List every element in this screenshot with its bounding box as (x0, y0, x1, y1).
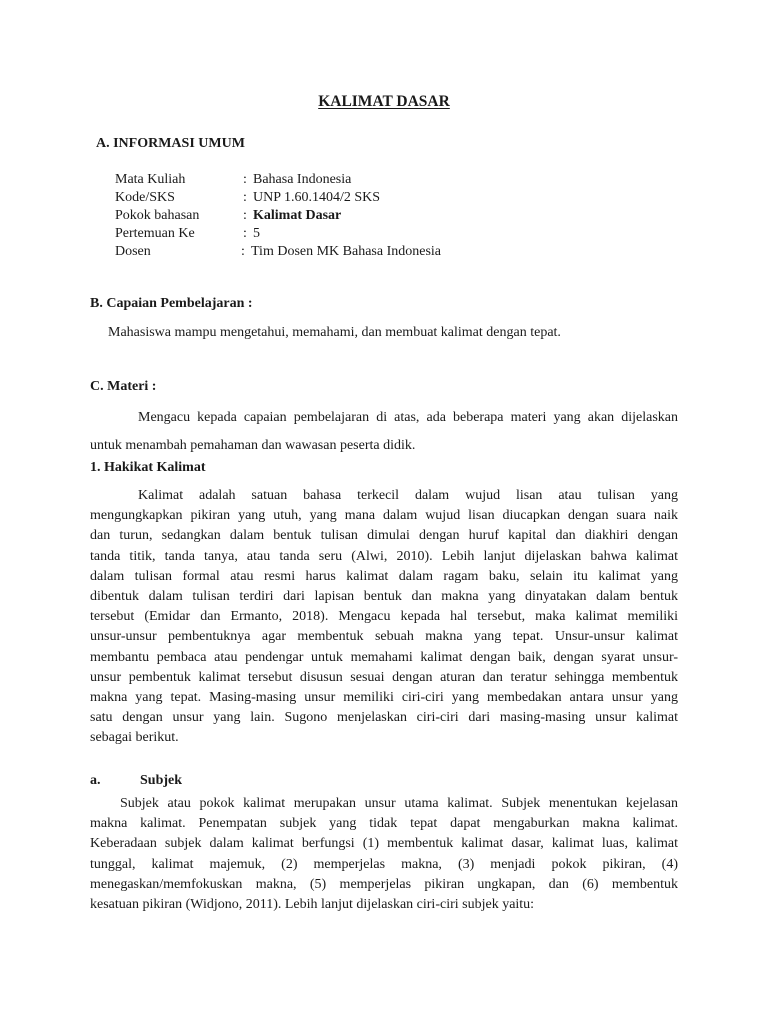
paragraph-line: satu dengan unsur yang lain. Sugono menjelaskan ciri-ciri dari masing-masing unsur kalimat (90, 710, 678, 726)
info-value: Bahasa Indonesia (253, 172, 352, 187)
info-label: Pertemuan Ke (115, 226, 195, 241)
info-value: UNP 1.60.1404/2 SKS (253, 190, 381, 205)
info-separator: : (243, 226, 247, 241)
paragraph-line: untuk menambah pemahaman dan wawasan peserta didik. (90, 438, 416, 453)
info-value: Tim Dosen MK Bahasa Indonesia (251, 244, 442, 259)
paragraph-line: kesatuan pikiran (Widjono, 2011). Lebih lanjut dijelaskan ciri-ciri subjek yaitu: (90, 897, 535, 913)
paragraph-line: tersebut (Emidar dan Ermanto, 2018). Mengacu kepada hal tersebut, maka kalimat memiliki (90, 609, 678, 625)
paragraph-line: tanda titik, tanda tanya, atau tanda seru (Alwi, 2010). Lebih lanjut dijelaskan bahwa kalimat (90, 548, 678, 564)
info-value: Kalimat Dasar (253, 208, 342, 223)
paragraph-line: mengungkapkan pikiran yang utuh, yang mana dalam wujud lisan diucapkan dengan suara naik (90, 508, 678, 524)
subsection-a-marker: a. (90, 773, 101, 788)
info-label: Dosen (115, 244, 151, 259)
paragraph-line: unsur-unsur pembentuknya agar membentuk sebuah makna yang tepat. Unsur-unsur kalimat (90, 629, 678, 645)
info-separator: : (241, 244, 245, 259)
paragraph-line: makna kalimat. Penempatan subjek yang tidak tepat dapat mengaburkan makna kalimat. (90, 816, 678, 832)
info-label: Mata Kuliah (115, 172, 186, 187)
info-value: 5 (253, 226, 260, 241)
subsection-a-heading: Subjek (140, 773, 183, 788)
subsection-1-heading: 1. Hakikat Kalimat (90, 460, 206, 475)
paragraph-line: dalam tulisan formal atau resmi harus kalimat dalam ragam baku, selain itu kalimat yang (90, 568, 678, 584)
paragraph-line: sebagai berikut. (90, 730, 179, 746)
info-separator: : (243, 208, 247, 223)
paragraph-line: dan turun, sedangkan dalam bentuk tulisan dimulai dengan huruf kapital dan diakhiri dengan (90, 528, 678, 544)
paragraph-line: Mengacu kepada capaian pembelajaran di atas, ada beberapa materi yang akan dijelaskan (138, 410, 678, 425)
document-title: KALIMAT DASAR (318, 93, 450, 110)
paragraph-line: Keberadaan subjek dalam kalimat berfungsi (1) membentuk kalimat dasar, kalimat luas, kalimat (90, 836, 678, 852)
paragraph-line: Subjek atau pokok kalimat merupakan unsur utama kalimat. Subjek menentukan kejelasan (120, 796, 678, 811)
section-b-heading: B. Capaian Pembelajaran : (90, 296, 253, 311)
learning-outcome-text: Mahasiswa mampu mengetahui, memahami, dan membuat kalimat dengan tepat. (108, 325, 561, 340)
materi-intro-paragraph (90, 404, 678, 460)
paragraph-line: dibentuk dalam tulisan terdiri dari lapisan bentuk dan makna yang dinyatakan dalam bentuk (90, 589, 678, 605)
info-separator: : (243, 190, 247, 205)
paragraph-line: makna yang tepat. Masing-masing unsur memiliki ciri-ciri yang membedakan antara unsur yang (90, 690, 678, 706)
paragraph-line: tunggal, kalimat majemuk, (2) memperjelas makna, (3) menjadi pokok pikiran, (4) (90, 856, 678, 872)
paragraph-line: menegaskan/memfokuskan makna, (5) memperjelas pikiran ungkapan, dan (6) membentuk (90, 876, 678, 892)
info-separator: : (243, 172, 247, 187)
info-label: Kode/SKS (115, 190, 175, 205)
section-c-heading: C. Materi : (90, 379, 157, 394)
paragraph-line: Kalimat adalah satuan bahasa terkecil dalam wujud lisan atau tulisan yang (138, 488, 678, 503)
hakikat-kalimat-paragraph (90, 486, 678, 749)
paragraph-line: unsur pembentuk kalimat tersebut disusun sesuai dengan aturan dan teratur sehingga membentuk (90, 669, 678, 685)
info-label: Pokok bahasan (115, 208, 200, 223)
subjek-paragraph (90, 794, 678, 915)
paragraph-line: membantu pembaca atau pendengar untuk memahami kalimat dengan baik, dengan syarat unsur- (90, 649, 678, 665)
section-a-heading: A. INFORMASI UMUM (96, 136, 245, 151)
